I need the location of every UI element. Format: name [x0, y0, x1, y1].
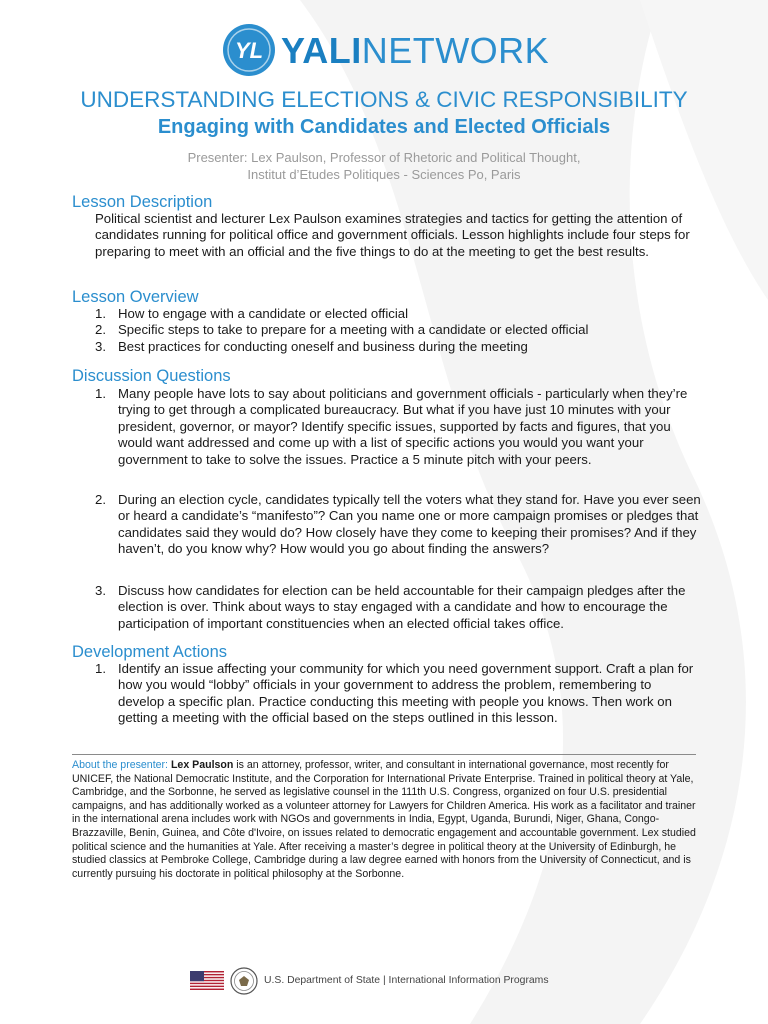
- list-text: Discuss how candidates for election can be held accountable for their campaign pledges after the election is over. Think about ways to stay engaged with a candidate and how to encourage the participation of important constituencies when an elected official takes office.: [118, 583, 686, 631]
- about-name: Lex Paulson: [170, 759, 234, 771]
- lesson-overview-heading: Lesson Overview: [72, 288, 199, 306]
- lesson-description-text: Political scientist and lecturer Lex Paulson examines strategies and tactics for getting the attention of candidates running for political office and government officials. Lesson highlights include four steps for preparing to meet with an official and the five things to do at the meeting to get the best results.: [95, 211, 690, 259]
- logo-mark-letters: YL: [234, 38, 264, 63]
- list-text: Best practices for conducting oneself and business during the meeting: [118, 338, 528, 354]
- presenter-line-2: Institut d’Etudes Politiques - Sciences Po, Paris: [247, 167, 521, 182]
- development-actions-list: [95, 661, 701, 727]
- list-text: Many people have lots to say about politicians and government officials - particularly when they’re trying to get through a complicated bureaucracy. But what if you have just 10 minutes with your president, governor, or mayor? Identify specific issues, supported by facts and figures, that you would want addressed and come up with a list of specific actions you would you want your government to take to solve the issues. Practice a 5 minute pitch with your peers.: [118, 386, 688, 467]
- list-item: [95, 322, 701, 338]
- list-number: 1.: [95, 306, 106, 321]
- list-number: 3.: [95, 338, 106, 354]
- us-flag-icon: [190, 971, 224, 990]
- yali-logo-icon: [221, 22, 277, 78]
- divider: [72, 754, 696, 755]
- about-presenter: [72, 759, 696, 881]
- list-text: During an election cycle, candidates typically tell the voters what they stand for. Have you ever seen or heard a candidate’s “manifesto”? Can you name one or more campaign promises or pledges that candidates said they would do? How closely have they come to keeping their promises? And if they haven’t, do you know why? How would you go about finding the answers?: [118, 492, 701, 557]
- development-actions-heading: Development Actions: [72, 643, 228, 661]
- list-number: 2.: [95, 492, 106, 507]
- lesson-overview-list: [95, 306, 701, 355]
- list-number: 1.: [95, 661, 106, 676]
- list-text: How to engage with a candidate or elected official: [118, 306, 409, 321]
- list-text: Specific steps to take to prepare for a meeting with a candidate or elected official: [118, 322, 589, 338]
- discussion-questions-heading: Discussion Questions: [72, 367, 231, 385]
- list-number: 2.: [95, 322, 106, 338]
- presenter-line-1: Presenter: Lex Paulson, Professor of Rhetoric and Political Thought,: [187, 150, 581, 165]
- list-item: [95, 339, 701, 355]
- discussion-questions-list: [95, 583, 701, 632]
- list-item: [95, 386, 701, 468]
- about-text: is an attorney, professor, writer, and consultant in international governance, most recently for UNICEF, the National Democratic Institute, and the Corporation for International Private Enterprise. Trained in political theory at Yale, Cambridge, and the Sorbonne, he served as legislative counsel in the 111th U.S. Congress, organized on four U.S. presidential campaigns, and has additionally worked as a volunteer attorney for Lawyers for Children America. His work as a facilitator and trainer in the international arena includes work with NGOs and governments in India, Egypt, Uganda, Burundi, Niger, Ghana, Congo-Brazzaville, Benin, Guinea, and Côte d'Ivoire, on issues related to democratic engagement and accountable government. Lex studied political science and the humanities at Yale. After receiving a master’s degree in political theory at the University of Edinburgh, he studied classics at Pembroke College, Cambridge during a law degree earned with honors from the University of Connecticut, and is currently pursuing his doctorate in political philosophy at the Sorbonne.: [72, 759, 696, 880]
- footer-text: U.S. Department of State | International Information Programs: [264, 975, 549, 986]
- list-item: [95, 492, 701, 558]
- lesson-description-heading: Lesson Description: [72, 193, 213, 211]
- list-text: Identify an issue affecting your community for which you need government support. Craft a plan for how you would “lobby” officials in your government to address the problem, remembering to develop a specific plan. Practice conducting this meeting with people you knows. Then work on getting a meeting with the official based on the steps outlined in this lesson.: [118, 661, 694, 726]
- discussion-questions-list: [95, 492, 701, 558]
- logo-wordmark: [281, 31, 549, 71]
- list-item: [95, 583, 701, 632]
- list-number: 3.: [95, 583, 106, 598]
- list-item: [95, 661, 701, 727]
- about-lead: About the presenter:: [72, 759, 171, 771]
- document-title: UNDERSTANDING ELECTIONS & CIVIC RESPONSIBILITY: [80, 87, 688, 112]
- logo-bold: YALI: [281, 30, 362, 71]
- presenter-info: [0, 149, 768, 183]
- footer: [190, 966, 550, 996]
- state-department-seal-icon: [230, 967, 258, 995]
- header: [0, 20, 768, 82]
- list-number: 1.: [95, 386, 106, 401]
- discussion-questions-list: [95, 386, 701, 468]
- list-item: [95, 306, 701, 322]
- document-subtitle: Engaging with Candidates and Elected Officials: [157, 116, 611, 138]
- logo-rest: NETWORK: [361, 30, 550, 71]
